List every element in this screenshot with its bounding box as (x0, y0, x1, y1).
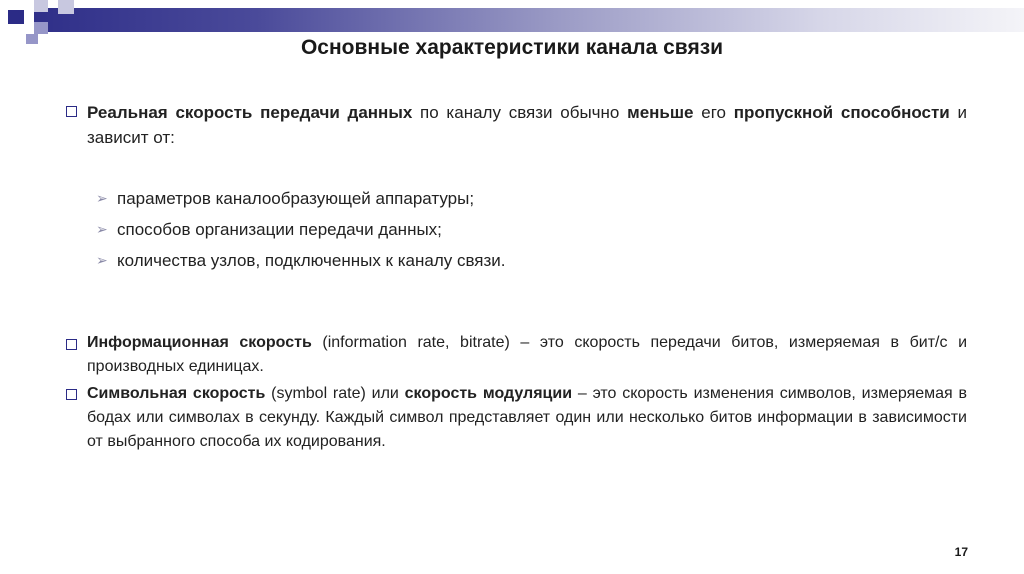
corner-square-light (34, 0, 48, 12)
arrow-bullet-icon: ➢ (96, 252, 108, 268)
corner-square-mid (34, 22, 48, 34)
paragraph-symbol-rate (87, 382, 967, 454)
term-information-rate: Информационная скорость (87, 334, 312, 351)
text: (information rate, bitrate) – это скорость передачи битов, измеряемая в бит/с и производных единицах. (87, 334, 968, 375)
square-bullet-icon (66, 389, 77, 400)
arrow-bullet-icon: ➢ (96, 221, 108, 237)
term-modulation-rate: скорость модуляции (404, 385, 573, 402)
square-bullet-icon (66, 339, 77, 350)
paragraph-real-speed (87, 100, 967, 150)
arrow-bullet-icon: ➢ (96, 190, 108, 206)
term-bandwidth: пропускной способности (733, 103, 950, 122)
list-item: параметров каналообразующей аппаратуры; (117, 189, 475, 208)
list-item: количества узлов, подключенных к каналу связи. (117, 251, 506, 270)
corner-square-light-2 (58, 0, 74, 14)
list-item: способов организации передачи данных; (117, 220, 442, 239)
text: его (693, 103, 734, 122)
text: и зависит от: (87, 103, 967, 147)
term-symbol-rate: Символьная скорость (87, 385, 266, 402)
term-real-speed: Реальная скорость передачи данных (87, 103, 413, 122)
page-number: 17 (954, 545, 968, 559)
text: по каналу связи обычно (412, 103, 628, 122)
text: – это скорость изменения символов, измеряемая в бодах или символах в секунду. Каждый символ представляет один или несколько битов информации в зависимости от выбранного способа их кодирования. (87, 385, 967, 450)
text: (symbol rate) или (265, 385, 405, 402)
term-less: меньше (627, 103, 694, 122)
header-gradient-bar (0, 8, 1024, 32)
square-bullet-icon (66, 106, 77, 117)
corner-square-dark (8, 10, 24, 24)
paragraph-information-rate (87, 331, 967, 379)
slide-title: Основные характеристики канала связи (300, 36, 724, 59)
